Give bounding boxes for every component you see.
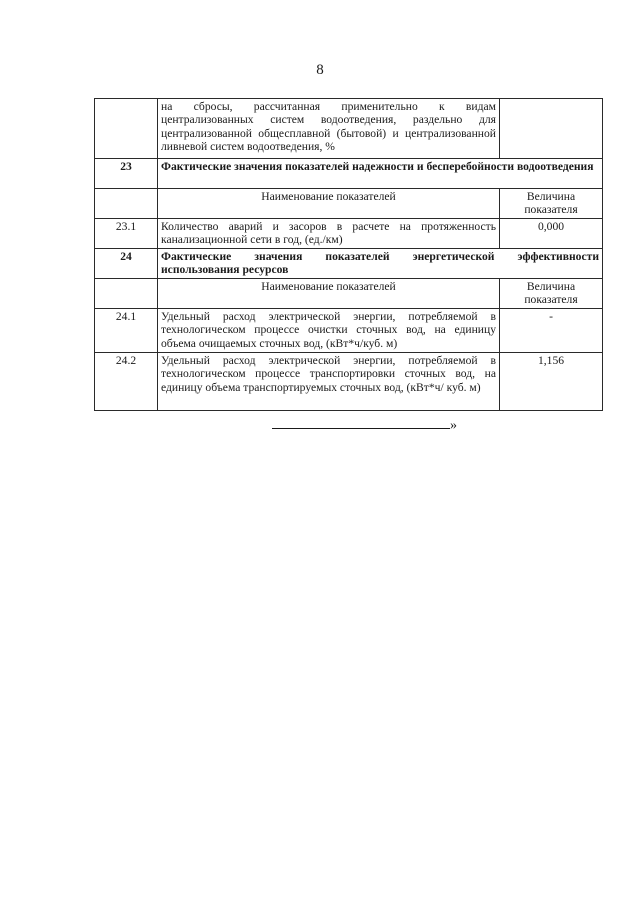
table-row-continuation — [95, 99, 603, 159]
row-number — [95, 99, 158, 159]
row-number: 24.2 — [95, 353, 158, 411]
header-name: Наименование показателей — [158, 189, 500, 219]
page-number: 8 — [316, 62, 324, 78]
table-header-row — [95, 189, 603, 219]
row-value: 1,156 — [500, 353, 603, 411]
closing-quote: » — [450, 418, 457, 433]
closing-signature-line — [272, 416, 457, 434]
row-number: 24.1 — [95, 309, 158, 353]
table-row — [95, 309, 603, 353]
header-value: Величина показателя — [500, 189, 603, 219]
header-value: Величина показателя — [500, 279, 603, 309]
section-title-row — [95, 159, 603, 189]
row-description: Удельный расход электрической энергии, потребляемой в технологическом процессе транспортировки сточных вод, на единицу объема транспортируемых сточных вод, (кВт*ч/ куб. м) — [158, 353, 500, 411]
header-name: Наименование показателей — [158, 279, 500, 309]
header-empty-cell — [95, 279, 158, 309]
row-description: Удельный расход электрической энергии, потребляемой в технологическом процессе очистки сточных вод, на единицу объема очищаемых сточных вод, (кВт*ч/куб. м) — [158, 309, 500, 353]
row-description: Количество аварий и засоров в расчете на протяженность канализационной сети в год, (ед./км) — [158, 219, 500, 249]
section-title: Фактические значения показателей надежности и бесперебойности водоотведения — [158, 159, 603, 189]
row-description: на сбросы, рассчитанная применительно к видам централизованных систем водоотведения, раздельно для централизованной общесплавной (бытовой) и централизованной ливневой систем водоотведения, % — [158, 99, 500, 159]
table-row — [95, 353, 603, 411]
indicators-table — [94, 98, 603, 411]
section-title-row — [95, 249, 603, 279]
table-row — [95, 219, 603, 249]
row-value: - — [500, 309, 603, 353]
row-number: 23.1 — [95, 219, 158, 249]
section-number: 23 — [95, 159, 158, 189]
table-header-row — [95, 279, 603, 309]
blank-line — [272, 416, 450, 429]
row-value: 0,000 — [500, 219, 603, 249]
section-title: Фактические значения показателей энергетической эффективности использования ресурсов — [158, 249, 603, 279]
row-value — [500, 99, 603, 159]
header-empty-cell — [95, 189, 158, 219]
section-number: 24 — [95, 249, 158, 279]
